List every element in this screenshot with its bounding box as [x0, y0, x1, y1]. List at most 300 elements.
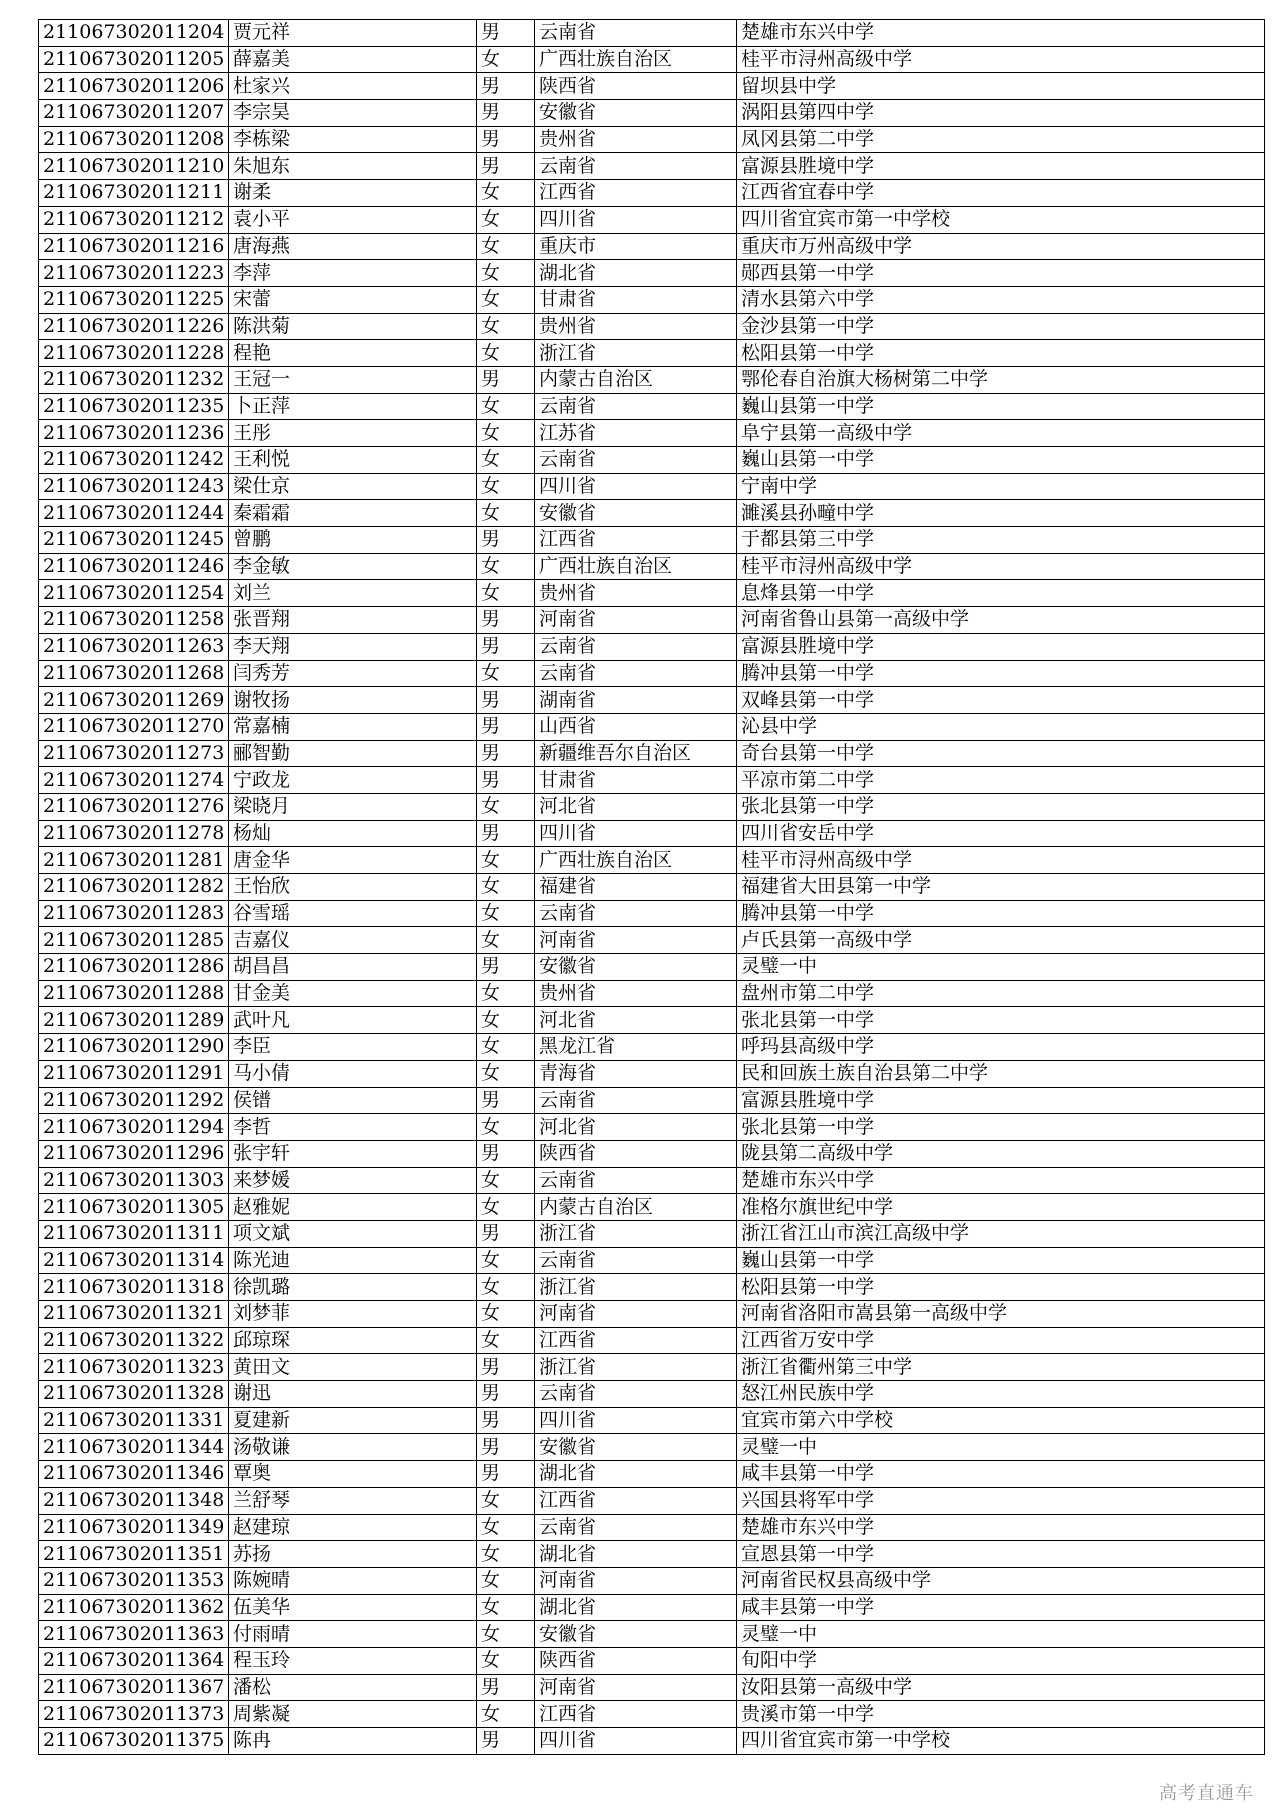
exam-id-cell: 211067302011292 — [39, 1087, 229, 1114]
table-row — [39, 1220, 1265, 1247]
school-cell: 陇县第二高级中学 — [737, 1140, 1265, 1167]
table-row — [39, 580, 1265, 607]
name-cell: 刘梦菲 — [229, 1301, 477, 1328]
name-cell: 甘金美 — [229, 980, 477, 1007]
table-row — [39, 1140, 1265, 1167]
name-cell: 袁小平 — [229, 206, 477, 233]
name-cell: 闫秀芳 — [229, 660, 477, 687]
exam-id-cell: 211067302011228 — [39, 340, 229, 367]
school-cell: 河南省洛阳市嵩县第一高级中学 — [737, 1301, 1265, 1328]
province-cell: 浙江省 — [535, 1220, 737, 1247]
exam-id-cell: 211067302011206 — [39, 73, 229, 100]
province-cell: 云南省 — [535, 660, 737, 687]
province-cell: 浙江省 — [535, 1354, 737, 1381]
province-cell: 江西省 — [535, 1701, 737, 1728]
exam-id-cell: 211067302011268 — [39, 660, 229, 687]
province-cell: 福建省 — [535, 874, 737, 901]
name-cell: 李哲 — [229, 1114, 477, 1141]
gender-cell: 女 — [477, 340, 535, 367]
gender-cell: 女 — [477, 473, 535, 500]
admission-list-table — [38, 19, 1265, 1755]
province-cell: 四川省 — [535, 820, 737, 847]
name-cell: 付雨晴 — [229, 1621, 477, 1648]
table-row — [39, 1514, 1265, 1541]
name-cell: 宋蕾 — [229, 286, 477, 313]
exam-id-cell: 211067302011305 — [39, 1194, 229, 1221]
name-cell: 李天翔 — [229, 633, 477, 660]
school-cell: 桂平市浔州高级中学 — [737, 847, 1265, 874]
gender-cell: 女 — [477, 580, 535, 607]
province-cell: 湖北省 — [535, 1594, 737, 1621]
name-cell: 吉嘉仪 — [229, 927, 477, 954]
gender-cell: 男 — [477, 527, 535, 554]
admission-list-body — [39, 20, 1265, 1755]
school-cell: 平凉市第二中学 — [737, 767, 1265, 794]
table-row — [39, 1034, 1265, 1061]
gender-cell: 女 — [477, 206, 535, 233]
province-cell: 陕西省 — [535, 1647, 737, 1674]
school-cell: 宣恩县第一中学 — [737, 1541, 1265, 1568]
school-cell: 富源县胜境中学 — [737, 1087, 1265, 1114]
table-row — [39, 1407, 1265, 1434]
exam-id-cell: 211067302011344 — [39, 1434, 229, 1461]
school-cell: 巍山县第一中学 — [737, 393, 1265, 420]
gender-cell: 男 — [477, 607, 535, 634]
school-cell: 兴国县将军中学 — [737, 1487, 1265, 1514]
gender-cell: 女 — [477, 1567, 535, 1594]
table-row — [39, 447, 1265, 474]
province-cell: 云南省 — [535, 447, 737, 474]
gender-cell: 女 — [477, 1594, 535, 1621]
gender-cell: 女 — [477, 1487, 535, 1514]
school-cell: 濉溪县孙疃中学 — [737, 500, 1265, 527]
exam-id-cell: 211067302011244 — [39, 500, 229, 527]
gender-cell: 男 — [477, 740, 535, 767]
exam-id-cell: 211067302011348 — [39, 1487, 229, 1514]
school-cell: 张北县第一中学 — [737, 1114, 1265, 1141]
table-row — [39, 1701, 1265, 1728]
gender-cell: 男 — [477, 633, 535, 660]
exam-id-cell: 211067302011283 — [39, 900, 229, 927]
school-cell: 灵璧一中 — [737, 1434, 1265, 1461]
province-cell: 云南省 — [535, 900, 737, 927]
school-cell: 四川省宜宾市第一中学校 — [737, 206, 1265, 233]
province-cell: 陕西省 — [535, 73, 737, 100]
school-cell: 腾冲县第一中学 — [737, 660, 1265, 687]
province-cell: 河南省 — [535, 1674, 737, 1701]
school-cell: 旬阳中学 — [737, 1647, 1265, 1674]
gender-cell: 女 — [477, 1167, 535, 1194]
province-cell: 广西壮族自治区 — [535, 553, 737, 580]
province-cell: 河北省 — [535, 1114, 737, 1141]
gender-cell: 女 — [477, 260, 535, 287]
exam-id-cell: 211067302011367 — [39, 1674, 229, 1701]
province-cell: 河南省 — [535, 1567, 737, 1594]
name-cell: 梁仕京 — [229, 473, 477, 500]
school-cell: 双峰县第一中学 — [737, 687, 1265, 714]
exam-id-cell: 211067302011291 — [39, 1060, 229, 1087]
gender-cell: 男 — [477, 1434, 535, 1461]
gender-cell: 女 — [477, 1621, 535, 1648]
name-cell: 张宇轩 — [229, 1140, 477, 1167]
name-cell: 潘松 — [229, 1674, 477, 1701]
table-row — [39, 366, 1265, 393]
school-cell: 卢氏县第一高级中学 — [737, 927, 1265, 954]
school-cell: 息烽县第一中学 — [737, 580, 1265, 607]
table-row — [39, 1194, 1265, 1221]
name-cell: 来梦媛 — [229, 1167, 477, 1194]
province-cell: 云南省 — [535, 1514, 737, 1541]
table-row — [39, 1461, 1265, 1488]
exam-id-cell: 211067302011346 — [39, 1461, 229, 1488]
exam-id-cell: 211067302011288 — [39, 980, 229, 1007]
school-cell: 宁南中学 — [737, 473, 1265, 500]
table-row — [39, 393, 1265, 420]
name-cell: 邱琼琛 — [229, 1327, 477, 1354]
school-cell: 汝阳县第一高级中学 — [737, 1674, 1265, 1701]
table-row — [39, 233, 1265, 260]
school-cell: 江西省万安中学 — [737, 1327, 1265, 1354]
province-cell: 安徽省 — [535, 100, 737, 127]
table-row — [39, 286, 1265, 313]
exam-id-cell: 211067302011285 — [39, 927, 229, 954]
province-cell: 云南省 — [535, 153, 737, 180]
province-cell: 云南省 — [535, 1247, 737, 1274]
name-cell: 汤敬谦 — [229, 1434, 477, 1461]
table-row — [39, 1060, 1265, 1087]
exam-id-cell: 211067302011205 — [39, 46, 229, 73]
gender-cell: 女 — [477, 1701, 535, 1728]
school-cell: 郧西县第一中学 — [737, 260, 1265, 287]
name-cell: 杨灿 — [229, 820, 477, 847]
school-cell: 富源县胜境中学 — [737, 633, 1265, 660]
table-row — [39, 340, 1265, 367]
table-row — [39, 1621, 1265, 1648]
school-cell: 松阳县第一中学 — [737, 340, 1265, 367]
school-cell: 楚雄市东兴中学 — [737, 20, 1265, 47]
name-cell: 李萍 — [229, 260, 477, 287]
gender-cell: 男 — [477, 1087, 535, 1114]
gender-cell: 女 — [477, 500, 535, 527]
province-cell: 河北省 — [535, 793, 737, 820]
school-cell: 四川省安岳中学 — [737, 820, 1265, 847]
gender-cell: 女 — [477, 1034, 535, 1061]
name-cell: 徐凯璐 — [229, 1274, 477, 1301]
school-cell: 于都县第三中学 — [737, 527, 1265, 554]
exam-id-cell: 211067302011273 — [39, 740, 229, 767]
school-cell: 江西省宜春中学 — [737, 180, 1265, 207]
school-cell: 贵溪市第一中学 — [737, 1701, 1265, 1728]
exam-id-cell: 211067302011353 — [39, 1567, 229, 1594]
table-row — [39, 1167, 1265, 1194]
province-cell: 河南省 — [535, 607, 737, 634]
exam-id-cell: 211067302011269 — [39, 687, 229, 714]
table-row — [39, 1674, 1265, 1701]
gender-cell: 女 — [477, 46, 535, 73]
table-row — [39, 46, 1265, 73]
province-cell: 云南省 — [535, 393, 737, 420]
school-cell: 桂平市浔州高级中学 — [737, 46, 1265, 73]
gender-cell: 女 — [477, 1647, 535, 1674]
table-row — [39, 900, 1265, 927]
name-cell: 覃奥 — [229, 1461, 477, 1488]
province-cell: 甘肃省 — [535, 286, 737, 313]
table-row — [39, 1327, 1265, 1354]
gender-cell: 男 — [477, 1728, 535, 1755]
province-cell: 四川省 — [535, 1407, 737, 1434]
exam-id-cell: 211067302011351 — [39, 1541, 229, 1568]
name-cell: 侯镨 — [229, 1087, 477, 1114]
name-cell: 张晋翔 — [229, 607, 477, 634]
name-cell: 程艳 — [229, 340, 477, 367]
table-row — [39, 206, 1265, 233]
exam-id-cell: 211067302011282 — [39, 874, 229, 901]
exam-id-cell: 211067302011226 — [39, 313, 229, 340]
province-cell: 湖北省 — [535, 1461, 737, 1488]
gender-cell: 男 — [477, 954, 535, 981]
province-cell: 江西省 — [535, 180, 737, 207]
table-row — [39, 820, 1265, 847]
province-cell: 河北省 — [535, 1007, 737, 1034]
table-row — [39, 1087, 1265, 1114]
school-cell: 河南省民权县高级中学 — [737, 1567, 1265, 1594]
school-cell: 怒江州民族中学 — [737, 1381, 1265, 1408]
gender-cell: 男 — [477, 153, 535, 180]
table-row — [39, 1381, 1265, 1408]
gender-cell: 男 — [477, 1407, 535, 1434]
province-cell: 湖南省 — [535, 687, 737, 714]
province-cell: 湖北省 — [535, 260, 737, 287]
province-cell: 江西省 — [535, 527, 737, 554]
name-cell: 谢牧扬 — [229, 687, 477, 714]
province-cell: 广西壮族自治区 — [535, 46, 737, 73]
province-cell: 贵州省 — [535, 580, 737, 607]
school-cell: 巍山县第一中学 — [737, 447, 1265, 474]
school-cell: 民和回族土族自治县第二中学 — [737, 1060, 1265, 1087]
exam-id-cell: 211067302011294 — [39, 1114, 229, 1141]
name-cell: 周紫凝 — [229, 1701, 477, 1728]
gender-cell: 男 — [477, 713, 535, 740]
gender-cell: 女 — [477, 660, 535, 687]
name-cell: 贾元祥 — [229, 20, 477, 47]
school-cell: 四川省宜宾市第一中学校 — [737, 1728, 1265, 1755]
table-row — [39, 20, 1265, 47]
exam-id-cell: 211067302011270 — [39, 713, 229, 740]
school-cell: 张北县第一中学 — [737, 1007, 1265, 1034]
gender-cell: 女 — [477, 420, 535, 447]
name-cell: 王彤 — [229, 420, 477, 447]
name-cell: 陈婉晴 — [229, 1567, 477, 1594]
name-cell: 秦霜霜 — [229, 500, 477, 527]
exam-id-cell: 211067302011322 — [39, 1327, 229, 1354]
exam-id-cell: 211067302011318 — [39, 1274, 229, 1301]
gender-cell: 男 — [477, 73, 535, 100]
province-cell: 安徽省 — [535, 1621, 737, 1648]
province-cell: 浙江省 — [535, 1274, 737, 1301]
table-row — [39, 687, 1265, 714]
gender-cell: 女 — [477, 1007, 535, 1034]
gender-cell: 男 — [477, 1461, 535, 1488]
table-row — [39, 1594, 1265, 1621]
exam-id-cell: 211067302011225 — [39, 286, 229, 313]
name-cell: 伍美华 — [229, 1594, 477, 1621]
school-cell: 清水县第六中学 — [737, 286, 1265, 313]
table-row — [39, 1301, 1265, 1328]
table-row — [39, 633, 1265, 660]
school-cell: 盘州市第二中学 — [737, 980, 1265, 1007]
gender-cell: 女 — [477, 393, 535, 420]
gender-cell: 女 — [477, 1274, 535, 1301]
name-cell: 王怡欣 — [229, 874, 477, 901]
name-cell: 赵雅妮 — [229, 1194, 477, 1221]
exam-id-cell: 211067302011303 — [39, 1167, 229, 1194]
name-cell: 陈光迪 — [229, 1247, 477, 1274]
province-cell: 安徽省 — [535, 954, 737, 981]
table-row — [39, 500, 1265, 527]
province-cell: 江西省 — [535, 1327, 737, 1354]
name-cell: 马小倩 — [229, 1060, 477, 1087]
school-cell: 富源县胜境中学 — [737, 153, 1265, 180]
name-cell: 陈冉 — [229, 1728, 477, 1755]
table-row — [39, 473, 1265, 500]
exam-id-cell: 211067302011281 — [39, 847, 229, 874]
table-row — [39, 954, 1265, 981]
school-cell: 灵璧一中 — [737, 954, 1265, 981]
gender-cell: 男 — [477, 20, 535, 47]
school-cell: 河南省鲁山县第一高级中学 — [737, 607, 1265, 634]
province-cell: 黑龙江省 — [535, 1034, 737, 1061]
exam-id-cell: 211067302011278 — [39, 820, 229, 847]
school-cell: 楚雄市东兴中学 — [737, 1514, 1265, 1541]
name-cell: 黄田文 — [229, 1354, 477, 1381]
school-cell: 巍山县第一中学 — [737, 1247, 1265, 1274]
table-row — [39, 793, 1265, 820]
gender-cell: 男 — [477, 1220, 535, 1247]
table-row — [39, 553, 1265, 580]
table-row — [39, 927, 1265, 954]
table-row — [39, 1487, 1265, 1514]
table-row — [39, 1007, 1265, 1034]
school-cell: 沁县中学 — [737, 713, 1265, 740]
table-row — [39, 527, 1265, 554]
exam-id-cell: 211067302011375 — [39, 1728, 229, 1755]
gender-cell: 女 — [477, 1541, 535, 1568]
province-cell: 广西壮族自治区 — [535, 847, 737, 874]
name-cell: 卜正萍 — [229, 393, 477, 420]
exam-id-cell: 211067302011311 — [39, 1220, 229, 1247]
name-cell: 常嘉楠 — [229, 713, 477, 740]
name-cell: 李臣 — [229, 1034, 477, 1061]
table-row — [39, 180, 1265, 207]
table-row — [39, 1274, 1265, 1301]
gender-cell: 女 — [477, 286, 535, 313]
table-row — [39, 713, 1265, 740]
school-cell: 浙江省江山市滨江高级中学 — [737, 1220, 1265, 1247]
school-cell: 奇台县第一中学 — [737, 740, 1265, 767]
province-cell: 内蒙古自治区 — [535, 1194, 737, 1221]
province-cell: 湖北省 — [535, 1541, 737, 1568]
province-cell: 云南省 — [535, 1087, 737, 1114]
table-row — [39, 660, 1265, 687]
name-cell: 谷雪瑶 — [229, 900, 477, 927]
exam-id-cell: 211067302011321 — [39, 1301, 229, 1328]
exam-id-cell: 211067302011276 — [39, 793, 229, 820]
table-row — [39, 153, 1265, 180]
gender-cell: 女 — [477, 900, 535, 927]
exam-id-cell: 211067302011331 — [39, 1407, 229, 1434]
exam-id-cell: 211067302011245 — [39, 527, 229, 554]
exam-id-cell: 211067302011212 — [39, 206, 229, 233]
province-cell: 河南省 — [535, 1301, 737, 1328]
exam-id-cell: 211067302011274 — [39, 767, 229, 794]
name-cell: 杜家兴 — [229, 73, 477, 100]
name-cell: 宁政龙 — [229, 767, 477, 794]
school-cell: 涡阳县第四中学 — [737, 100, 1265, 127]
gender-cell: 男 — [477, 687, 535, 714]
name-cell: 李宗昊 — [229, 100, 477, 127]
table-row — [39, 420, 1265, 447]
name-cell: 谢柔 — [229, 180, 477, 207]
name-cell: 郦智勤 — [229, 740, 477, 767]
province-cell: 云南省 — [535, 20, 737, 47]
gender-cell: 女 — [477, 1060, 535, 1087]
gender-cell: 女 — [477, 1247, 535, 1274]
school-cell: 呼玛县高级中学 — [737, 1034, 1265, 1061]
name-cell: 胡昌昌 — [229, 954, 477, 981]
school-cell: 留坝县中学 — [737, 73, 1265, 100]
province-cell: 贵州省 — [535, 980, 737, 1007]
exam-id-cell: 211067302011223 — [39, 260, 229, 287]
exam-id-cell: 211067302011204 — [39, 20, 229, 47]
table-row — [39, 260, 1265, 287]
table-row — [39, 607, 1265, 634]
school-cell: 咸丰县第一中学 — [737, 1461, 1265, 1488]
gender-cell: 女 — [477, 233, 535, 260]
gender-cell: 男 — [477, 1140, 535, 1167]
exam-id-cell: 211067302011373 — [39, 1701, 229, 1728]
school-cell: 咸丰县第一中学 — [737, 1594, 1265, 1621]
province-cell: 青海省 — [535, 1060, 737, 1087]
table-row — [39, 1647, 1265, 1674]
gender-cell: 女 — [477, 793, 535, 820]
name-cell: 程玉玲 — [229, 1647, 477, 1674]
name-cell: 朱旭东 — [229, 153, 477, 180]
gender-cell: 女 — [477, 180, 535, 207]
gender-cell: 女 — [477, 313, 535, 340]
table-row — [39, 874, 1265, 901]
name-cell: 唐海燕 — [229, 233, 477, 260]
table-row — [39, 1728, 1265, 1755]
school-cell: 桂平市浔州高级中学 — [737, 553, 1265, 580]
province-cell: 安徽省 — [535, 1434, 737, 1461]
name-cell: 夏建新 — [229, 1407, 477, 1434]
name-cell: 王冠一 — [229, 366, 477, 393]
table-row — [39, 767, 1265, 794]
province-cell: 重庆市 — [535, 233, 737, 260]
name-cell: 兰舒琴 — [229, 1487, 477, 1514]
table-row — [39, 1247, 1265, 1274]
gender-cell: 女 — [477, 553, 535, 580]
table-row — [39, 313, 1265, 340]
province-cell: 内蒙古自治区 — [535, 366, 737, 393]
gender-cell: 男 — [477, 767, 535, 794]
table-row — [39, 126, 1265, 153]
province-cell: 四川省 — [535, 473, 737, 500]
watermark-text: 高考直通车 — [1159, 1783, 1254, 1804]
name-cell: 薛嘉美 — [229, 46, 477, 73]
school-cell: 重庆市万州高级中学 — [737, 233, 1265, 260]
school-cell: 楚雄市东兴中学 — [737, 1167, 1265, 1194]
